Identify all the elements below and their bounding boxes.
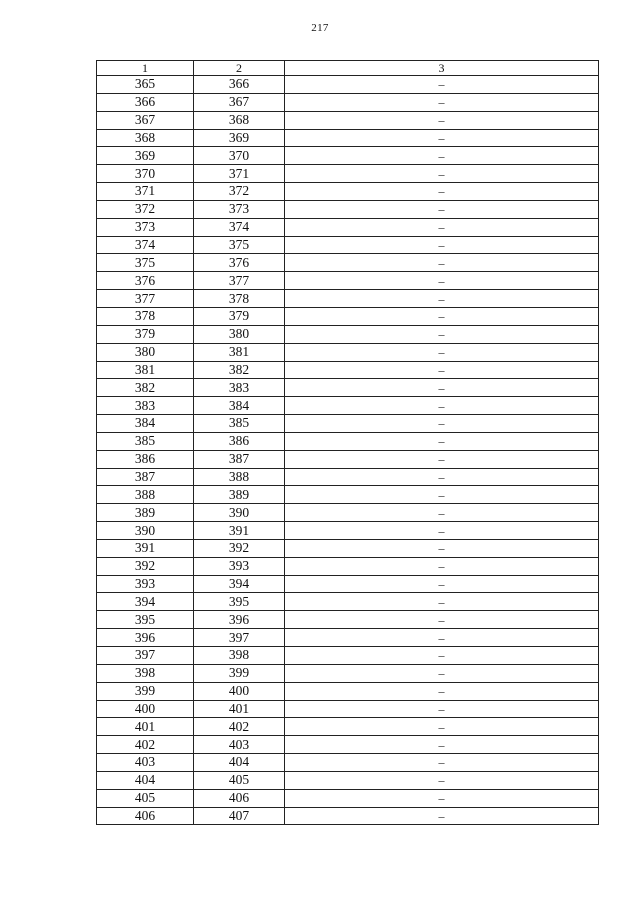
table-cell-col-1: 379 (97, 325, 194, 343)
table-cell-col-2: 381 (194, 343, 285, 361)
table-cell-col-3: – (285, 629, 599, 647)
table-row (97, 397, 599, 415)
table-cell-col-1: 395 (97, 611, 194, 629)
table-row (97, 611, 599, 629)
table-cell-col-1: 371 (97, 183, 194, 201)
table-cell-col-3: – (285, 718, 599, 736)
table-cell-col-1: 382 (97, 379, 194, 397)
page-number: 217 (311, 22, 329, 34)
table-cell-col-1: 374 (97, 236, 194, 254)
table-row (97, 557, 599, 575)
table-row (97, 361, 599, 379)
table-row (97, 343, 599, 361)
table-cell-col-1: 381 (97, 361, 194, 379)
table-cell-col-1: 387 (97, 468, 194, 486)
table-cell-col-3: – (285, 397, 599, 415)
table-cell-col-1: 404 (97, 771, 194, 789)
table-cell-col-3: – (285, 593, 599, 611)
table-cell-col-3: – (285, 736, 599, 754)
table-cell-col-3: – (285, 522, 599, 540)
table-cell-col-3: – (285, 647, 599, 665)
table-cell-col-2: 372 (194, 183, 285, 201)
table-row (97, 807, 599, 825)
table-body (97, 76, 599, 825)
table-cell-col-1: 399 (97, 682, 194, 700)
table-row (97, 218, 599, 236)
table-cell-col-3: – (285, 789, 599, 807)
table-row (97, 111, 599, 129)
table-cell-col-1: 367 (97, 111, 194, 129)
table-cell-col-3: – (285, 325, 599, 343)
table-cell-col-3: – (285, 754, 599, 772)
table-cell-col-3: – (285, 183, 599, 201)
table-cell-col-3: – (285, 415, 599, 433)
table-cell-col-2: 397 (194, 629, 285, 647)
table-row (97, 307, 599, 325)
table-row (97, 450, 599, 468)
table-cell-col-3: – (285, 147, 599, 165)
table-cell-col-2: 375 (194, 236, 285, 254)
table-cell-col-1: 369 (97, 147, 194, 165)
table-cell-col-2: 395 (194, 593, 285, 611)
table-cell-col-2: 407 (194, 807, 285, 825)
table-cell-col-2: 392 (194, 539, 285, 557)
table-cell-col-2: 404 (194, 754, 285, 772)
table-row (97, 165, 599, 183)
table-cell-col-2: 398 (194, 647, 285, 665)
table-row (97, 593, 599, 611)
table-cell-col-3: – (285, 486, 599, 504)
table-cell-col-3: – (285, 700, 599, 718)
table-cell-col-2: 371 (194, 165, 285, 183)
table-cell-col-3: – (285, 664, 599, 682)
table-row (97, 629, 599, 647)
table-cell-col-1: 388 (97, 486, 194, 504)
table-cell-col-3: – (285, 218, 599, 236)
table-row (97, 93, 599, 111)
table-cell-col-1: 380 (97, 343, 194, 361)
table-cell-col-3: – (285, 468, 599, 486)
table-row (97, 254, 599, 272)
table-cell-col-1: 405 (97, 789, 194, 807)
table-cell-col-2: 380 (194, 325, 285, 343)
table-cell-col-2: 405 (194, 771, 285, 789)
table-row (97, 736, 599, 754)
table-row (97, 718, 599, 736)
table-cell-col-1: 386 (97, 450, 194, 468)
table-cell-col-2: 370 (194, 147, 285, 165)
table-row (97, 147, 599, 165)
table-cell-col-3: – (285, 557, 599, 575)
table-cell-col-2: 373 (194, 200, 285, 218)
table-cell-col-1: 378 (97, 307, 194, 325)
table-cell-col-2: 379 (194, 307, 285, 325)
table-cell-col-3: – (285, 272, 599, 290)
table-cell-col-3: – (285, 111, 599, 129)
table-cell-col-3: – (285, 343, 599, 361)
table-cell-col-1: 400 (97, 700, 194, 718)
table-cell-col-1: 396 (97, 629, 194, 647)
table-cell-col-2: 393 (194, 557, 285, 575)
table-row (97, 129, 599, 147)
table-row (97, 379, 599, 397)
table-row (97, 183, 599, 201)
table-cell-col-2: 377 (194, 272, 285, 290)
table-cell-col-1: 373 (97, 218, 194, 236)
table-cell-col-1: 377 (97, 290, 194, 308)
table-cell-col-1: 393 (97, 575, 194, 593)
table-row (97, 290, 599, 308)
table-cell-col-2: 366 (194, 76, 285, 94)
column-header-3: 3 (285, 61, 599, 76)
table-cell-col-2: 396 (194, 611, 285, 629)
table-cell-col-2: 399 (194, 664, 285, 682)
table-cell-col-3: – (285, 93, 599, 111)
table-row (97, 754, 599, 772)
table-cell-col-3: – (285, 361, 599, 379)
table-cell-col-2: 391 (194, 522, 285, 540)
table-cell-col-1: 376 (97, 272, 194, 290)
table-cell-col-1: 389 (97, 504, 194, 522)
table-cell-col-2: 385 (194, 415, 285, 433)
table-cell-col-2: 387 (194, 450, 285, 468)
table-cell-col-2: 388 (194, 468, 285, 486)
table-row (97, 522, 599, 540)
table-cell-col-2: 367 (194, 93, 285, 111)
table-cell-col-1: 398 (97, 664, 194, 682)
table-cell-col-2: 369 (194, 129, 285, 147)
table-row (97, 432, 599, 450)
table-cell-col-3: – (285, 807, 599, 825)
table-cell-col-2: 374 (194, 218, 285, 236)
table-row (97, 325, 599, 343)
table-row (97, 647, 599, 665)
table-cell-col-2: 389 (194, 486, 285, 504)
table-cell-col-2: 384 (194, 397, 285, 415)
table-cell-col-2: 403 (194, 736, 285, 754)
table-cell-col-3: – (285, 432, 599, 450)
table-cell-col-3: – (285, 290, 599, 308)
table-cell-col-1: 390 (97, 522, 194, 540)
table-cell-col-3: – (285, 236, 599, 254)
table-cell-col-2: 394 (194, 575, 285, 593)
table-cell-col-3: – (285, 307, 599, 325)
table-cell-col-3: – (285, 539, 599, 557)
table-cell-col-1: 370 (97, 165, 194, 183)
table-cell-col-3: – (285, 771, 599, 789)
table-cell-col-3: – (285, 165, 599, 183)
table-cell-col-1: 384 (97, 415, 194, 433)
header-row (97, 61, 599, 76)
table-row (97, 272, 599, 290)
table-cell-col-2: 390 (194, 504, 285, 522)
table-cell-col-2: 400 (194, 682, 285, 700)
table-cell-col-2: 401 (194, 700, 285, 718)
column-header-2: 2 (194, 61, 285, 76)
table-row (97, 664, 599, 682)
table-cell-col-2: 406 (194, 789, 285, 807)
table-row (97, 789, 599, 807)
table-header (97, 61, 599, 76)
table-cell-col-1: 406 (97, 807, 194, 825)
table-row (97, 504, 599, 522)
table-cell-col-1: 385 (97, 432, 194, 450)
table-cell-col-1: 401 (97, 718, 194, 736)
table-row (97, 771, 599, 789)
table-row (97, 200, 599, 218)
table-cell-col-1: 365 (97, 76, 194, 94)
table-cell-col-3: – (285, 200, 599, 218)
table-row (97, 700, 599, 718)
table-cell-col-1: 403 (97, 754, 194, 772)
table-cell-col-2: 382 (194, 361, 285, 379)
table-cell-col-1: 375 (97, 254, 194, 272)
table-cell-col-3: – (285, 379, 599, 397)
table-row (97, 468, 599, 486)
table-row (97, 682, 599, 700)
table-cell-col-1: 391 (97, 539, 194, 557)
table-cell-col-3: – (285, 682, 599, 700)
table-cell-col-1: 402 (97, 736, 194, 754)
table-cell-col-2: 402 (194, 718, 285, 736)
table-cell-col-1: 392 (97, 557, 194, 575)
table-row (97, 575, 599, 593)
table-cell-col-1: 383 (97, 397, 194, 415)
table-cell-col-2: 368 (194, 111, 285, 129)
table-cell-col-3: – (285, 504, 599, 522)
table-cell-col-1: 372 (97, 200, 194, 218)
table-cell-col-2: 386 (194, 432, 285, 450)
table-cell-col-3: – (285, 254, 599, 272)
table-row (97, 76, 599, 94)
table-cell-col-3: – (285, 129, 599, 147)
table-cell-col-2: 378 (194, 290, 285, 308)
table-cell-col-3: – (285, 76, 599, 94)
table-cell-col-3: – (285, 450, 599, 468)
table-cell-col-1: 368 (97, 129, 194, 147)
table-row (97, 415, 599, 433)
table-cell-col-2: 383 (194, 379, 285, 397)
table-cell-col-1: 394 (97, 593, 194, 611)
table-cell-col-2: 376 (194, 254, 285, 272)
table-cell-col-3: – (285, 611, 599, 629)
data-table (96, 60, 599, 825)
table-cell-col-1: 366 (97, 93, 194, 111)
table-cell-col-1: 397 (97, 647, 194, 665)
column-header-1: 1 (97, 61, 194, 76)
table-cell-col-3: – (285, 575, 599, 593)
table-row (97, 539, 599, 557)
table-row (97, 486, 599, 504)
table-row (97, 236, 599, 254)
